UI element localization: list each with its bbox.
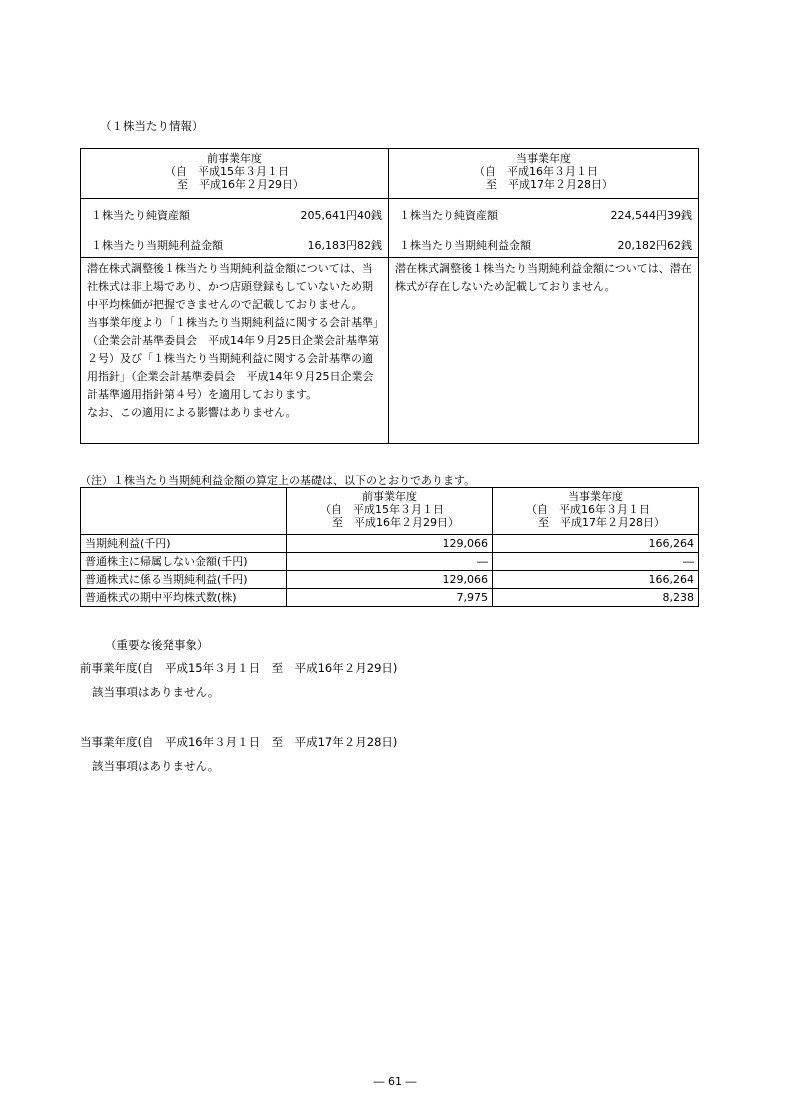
curr-values-cell	[389, 199, 699, 258]
prev-note-diluted: 潜在株式調整後１株当たり当期純利益金額については、当社株式は非上場であり、かつ店頭登録もしていないため期中平均株価が把握できませんので記載しておりません。	[87, 262, 373, 311]
curr-note-diluted: 潜在株式調整後１株当たり当期純利益金額については、潜在株式が存在しないため記載しておりません。	[395, 262, 692, 293]
note-title: （注）１株当たり当期純利益金額の算定上の基礎は、以下のとおりであります。	[80, 474, 476, 487]
curr-net-income-label: １株当たり当期純利益金額	[399, 239, 531, 252]
table-row: 普通株式の期中平均株式数(株) 7,975 8,238	[81, 589, 699, 607]
calculation-basis-table	[80, 487, 699, 607]
table-row: 普通株主に帰属しない金額(千円) ― ―	[81, 553, 699, 571]
prev-net-assets-label: １株当たり純資産額	[91, 209, 190, 222]
prev-net-income-value: 16,183円82銭	[307, 239, 382, 252]
curr-net-assets-label: １株当たり純資産額	[399, 209, 498, 222]
prev-notes-cell	[81, 258, 389, 444]
table-row: 普通株式に係る当期純利益(千円) 129,066 166,264	[81, 571, 699, 589]
per-share-info-table	[80, 148, 699, 444]
curr-net-income-value: 20,182円62銭	[617, 239, 692, 252]
prev-net-assets-value: 205,641円40銭	[300, 209, 382, 222]
prev-note-effect: なお、この適用による影響はありません。	[87, 406, 297, 419]
prev-values-cell	[81, 199, 389, 258]
curr-period-header: 当事業年度 （自 平成16年３月１日 至 平成17年２月28日）	[389, 149, 699, 199]
curr-net-assets-value: 224,544円39銭	[610, 209, 692, 222]
prev-note-standard: 当事業年度より「１株当たり当期純利益に関する会計基準」（企業会計基準委員会 平成14年９月25日企業会計基準第２号）及び「１株当たり当期純利益に関する会計基準の適用指針」（企業会計基準委員会 平成14年９月25日企業会計基準適用指針第４号）を適用しております。	[87, 316, 379, 401]
label-header-empty	[81, 488, 287, 535]
prev-net-income-label: １株当たり当期純利益金額	[91, 239, 223, 252]
prev-period-text: 該当事項はありません。	[92, 685, 220, 699]
note-curr-header: 当事業年度 （自 平成16年３月１日 至 平成17年２月28日）	[493, 488, 699, 535]
curr-period-text: 該当事項はありません。	[92, 759, 220, 773]
prev-period-heading: 前事業年度(自 平成15年３月１日 至 平成16年２月29日)	[80, 661, 398, 675]
page-number: ― 61 ―	[373, 1075, 417, 1088]
prev-period-header: 前事業年度 （自 平成15年３月１日 至 平成16年２月29日）	[81, 149, 389, 199]
section-title-subsequent-events: （重要な後発事象）	[105, 638, 209, 652]
note-prev-header: 前事業年度 （自 平成15年３月１日 至 平成16年２月29日）	[287, 488, 493, 535]
table-row: 当期純利益(千円) 129,066 166,264	[81, 535, 699, 553]
curr-period-heading: 当事業年度(自 平成16年３月１日 至 平成17年２月28日)	[80, 735, 398, 749]
section-title-per-share-info: （１株当たり情報）	[100, 119, 204, 133]
curr-notes-cell	[389, 258, 699, 444]
